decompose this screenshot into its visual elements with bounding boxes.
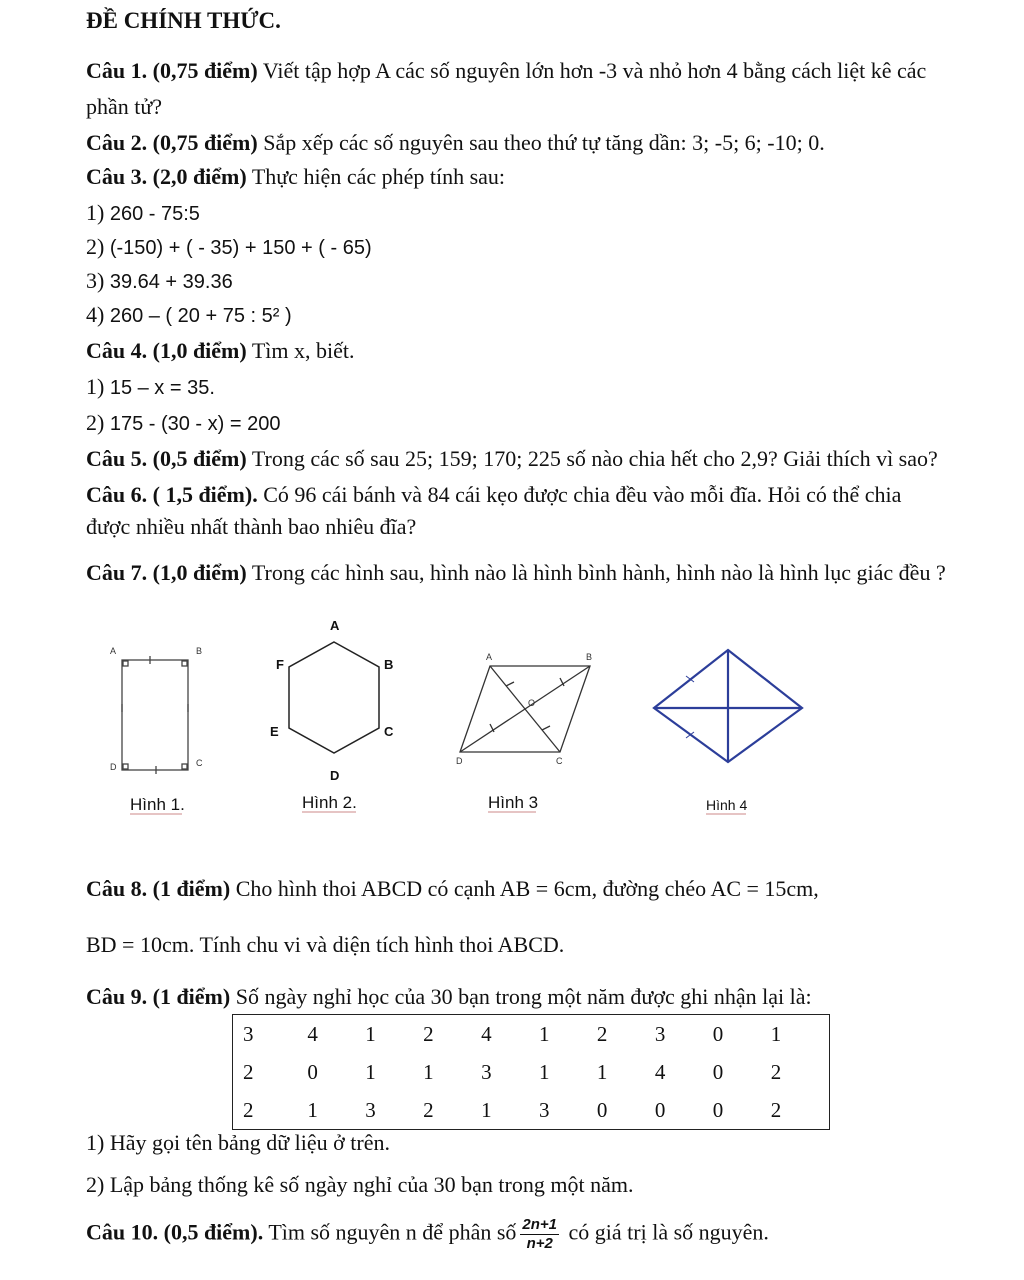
q6-text-cont: được nhiều nhất thành bao nhiêu đĩa?	[86, 514, 417, 539]
question-7	[86, 558, 946, 588]
table-cell: 0	[596, 1097, 608, 1122]
question-8	[86, 874, 819, 904]
table-cell: 0	[712, 1097, 724, 1122]
exam-title: ĐỀ CHÍNH THỨC.	[86, 8, 281, 33]
q4-item-2	[86, 408, 280, 439]
q3-item-4-expr: 260 – ( 20 + 75 : 5² )	[109, 305, 292, 327]
q7-text: Trong các hình sau, hình nào là hình bình hành, hình nào là hình lục giác đều ?	[246, 560, 946, 585]
q3-item-2-expr: (-150) + ( - 35) + 150 + ( - 65)	[109, 237, 372, 259]
figure-1-rectangle	[122, 656, 188, 774]
fig3-label-a: A	[486, 652, 493, 662]
caption-figure-3: Hình 3	[488, 793, 539, 812]
question-5	[86, 444, 938, 474]
absence-data-table	[232, 1014, 830, 1130]
fig1-label-d: D	[110, 762, 117, 772]
q3-item-1-expr: 260 - 75:5	[109, 203, 200, 225]
caption-underlines	[130, 812, 746, 814]
fig2-label-c: C	[384, 724, 394, 739]
q9-text: Số ngày nghỉ học của 30 bạn trong một năm được ghi nhận lại là:	[230, 984, 812, 1009]
q4-item-2-number: 2)	[86, 410, 105, 435]
fig3-label-c: C	[556, 756, 563, 766]
q6-text: Có 96 cái bánh và 84 cái kẹo được chia đều vào mỗi đĩa. Hỏi có thể chia	[257, 482, 902, 507]
table-cell: 1	[365, 1059, 376, 1084]
table-cell: 3	[654, 1021, 666, 1046]
q7-label: Câu 7. (1,0 điểm)	[86, 560, 247, 585]
q8-text-cont: BD = 10cm. Tính chu vi và diện tích hình thoi ABCD.	[86, 932, 565, 957]
figure-3-parallelogram	[460, 666, 590, 752]
q4-item-1	[86, 372, 215, 403]
figures-svg	[90, 612, 820, 842]
q8-label: Câu 8. (1 điểm)	[86, 876, 231, 901]
table-cell: 1	[365, 1021, 376, 1046]
table-cell: 1	[539, 1021, 550, 1046]
table-cell: 0	[712, 1021, 724, 1046]
q9-label: Câu 9. (1 điểm)	[86, 984, 231, 1009]
q10-text: Tìm số nguyên n để phân số	[263, 1219, 517, 1245]
q3-item-3-expr: 39.64 + 39.36	[109, 271, 233, 293]
table-row	[233, 1091, 830, 1130]
q4-item-2-expr: 175 - (30 - x) = 200	[109, 413, 281, 435]
fig3-label-d: D	[456, 756, 463, 766]
table-cell: 2	[596, 1021, 608, 1046]
q5-text: Trong các số sau 25; 159; 170; 225 số nào chia hết cho 2,9? Giải thích vì sao?	[246, 446, 938, 471]
table-cell: 0	[307, 1059, 318, 1084]
q4-label: Câu 4. (1,0 điểm)	[86, 338, 247, 363]
q5-label: Câu 5. (0,5 điểm)	[86, 446, 247, 471]
table-cell: 3	[365, 1097, 376, 1122]
question-3	[86, 162, 505, 192]
fig3-label-b: B	[586, 652, 593, 662]
fig1-label-a: A	[110, 646, 117, 656]
table-cell: 3	[481, 1059, 492, 1084]
question-6	[86, 480, 901, 510]
q3-item-3	[86, 266, 233, 297]
table-cell: 2	[243, 1097, 254, 1122]
question-2	[86, 128, 825, 158]
table-cell: 2	[770, 1097, 782, 1122]
table-row	[233, 1015, 830, 1054]
table-cell: 1	[770, 1021, 782, 1046]
table-cell: 3	[539, 1097, 550, 1122]
q3-item-1-number: 1)	[86, 200, 105, 225]
q2-label: Câu 2. (0,75 điểm)	[86, 130, 258, 155]
figure-4-rhombus	[654, 650, 802, 762]
table-cell: 4	[307, 1021, 318, 1046]
q9-sub-2: 2) Lập bảng thống kê số ngày nghỉ của 30 bạn trong một năm.	[86, 1172, 634, 1197]
q3-item-4-number: 4)	[86, 302, 105, 327]
question-10	[86, 1216, 769, 1253]
q10-label: Câu 10. (0,5 điểm).	[86, 1219, 264, 1245]
q6-label: Câu 6. ( 1,5 điểm).	[86, 482, 258, 507]
q1-label: Câu 1. (0,75 điểm)	[86, 58, 258, 83]
q3-item-2-number: 2)	[86, 234, 105, 259]
table-cell: 1	[596, 1059, 608, 1084]
table-cell: 2	[243, 1059, 254, 1084]
table-row	[233, 1053, 830, 1091]
question-4	[86, 336, 354, 366]
q4-item-1-expr: 15 – x = 35.	[109, 377, 215, 399]
question-9	[86, 982, 812, 1012]
q3-item-4	[86, 300, 292, 331]
q3-item-3-number: 3)	[86, 268, 105, 293]
q4-text: Tìm x, biết.	[246, 338, 355, 363]
fig1-label-b: B	[196, 646, 203, 656]
table-cell: 2	[770, 1059, 782, 1084]
q9-sub-1: 1) Hãy gọi tên bảng dữ liệu ở trên.	[86, 1130, 390, 1155]
fig2-label-e: E	[270, 724, 279, 739]
q1-text-cont: phần tử?	[86, 94, 163, 119]
figures-panel	[90, 612, 820, 842]
q3-item-1	[86, 198, 200, 229]
question-1	[86, 56, 926, 86]
table-cell: 2	[423, 1021, 434, 1046]
q1-text: Viết tập hợp A các số nguyên lớn hơn -3 và nhỏ hơn 4 bằng cách liệt kê các	[257, 58, 927, 83]
table-cell: 1	[307, 1097, 318, 1122]
figure-2-hexagon	[289, 642, 379, 753]
caption-figure-1: Hình 1.	[130, 795, 185, 814]
fig2-label-a: A	[330, 618, 340, 633]
table-cell: 4	[481, 1021, 492, 1046]
table-cell: 4	[654, 1059, 666, 1084]
q8-text: Cho hình thoi ABCD có cạnh AB = 6cm, đường chéo AC = 15cm,	[230, 876, 819, 901]
fig3-label-o: O	[528, 698, 536, 708]
table-cell: 2	[423, 1097, 434, 1122]
q3-label: Câu 3. (2,0 điểm)	[86, 164, 247, 189]
table-cell: 3	[243, 1021, 254, 1046]
q3-item-2	[86, 232, 372, 263]
q2-text: Sắp xếp các số nguyên sau theo thứ tự tăng dần: 3; -5; 6; -10; 0.	[257, 130, 825, 155]
fraction-denominator: n+2	[526, 1235, 553, 1252]
fig2-label-f: F	[276, 657, 284, 672]
caption-figure-2: Hình 2.	[302, 793, 357, 812]
fig2-label-d: D	[330, 768, 340, 783]
table-cell: 1	[481, 1097, 492, 1122]
table-cell: 1	[539, 1059, 550, 1084]
q10-fraction	[520, 1216, 559, 1253]
fig1-label-c: C	[196, 758, 203, 768]
q10-text-end: có giá trị là số nguyên.	[563, 1219, 769, 1245]
caption-figure-4: Hình 4	[706, 797, 748, 813]
q4-item-1-number: 1)	[86, 374, 105, 399]
table-cell: 0	[654, 1097, 666, 1122]
q3-text: Thực hiện các phép tính sau:	[246, 164, 506, 189]
table-cell: 1	[423, 1059, 434, 1084]
fraction-numerator: 2n+1	[522, 1216, 558, 1233]
table-cell: 0	[712, 1059, 724, 1084]
fig2-label-b: B	[384, 657, 394, 672]
